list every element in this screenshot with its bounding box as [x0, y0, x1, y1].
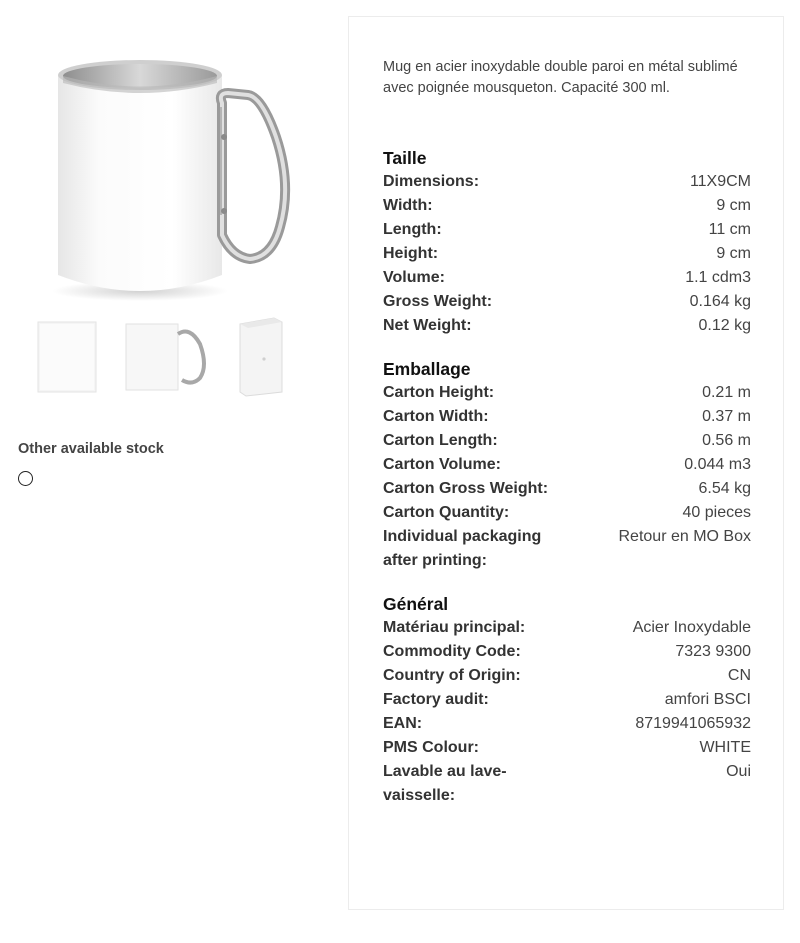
- thumbnail-mug-front[interactable]: [32, 314, 112, 402]
- spec-value: 0.21 m: [702, 384, 751, 401]
- spec-row: [383, 429, 751, 453]
- spec-label: Carton Quantity:: [383, 504, 510, 521]
- spec-row: [383, 453, 751, 477]
- spec-value: 0.044 m3: [684, 456, 751, 473]
- spec-value: 11X9CM: [689, 173, 751, 190]
- section-emballage: [383, 357, 751, 573]
- spec-label: Carton Length:: [383, 432, 498, 449]
- section-title: Général: [383, 594, 449, 614]
- spec-value: 1.1 cdm3: [685, 269, 751, 286]
- product-details-panel: [348, 16, 784, 910]
- spec-row: [383, 266, 751, 290]
- spec-value: CN: [727, 667, 751, 684]
- spec-value: 8719941065932: [635, 715, 751, 732]
- spec-value: 6.54 kg: [698, 480, 751, 497]
- spec-value: 0.164 kg: [689, 293, 751, 310]
- spec-row: [383, 170, 751, 194]
- spec-row: [383, 688, 751, 712]
- section-title: Taille: [383, 148, 427, 168]
- spec-label: Country of Origin:: [383, 667, 521, 684]
- spec-value: 0.37 m: [702, 408, 751, 425]
- spec-row: [383, 242, 751, 266]
- spec-value: 7323 9300: [675, 643, 751, 660]
- spec-value: 0.12 kg: [698, 317, 751, 334]
- spec-value: 9 cm: [716, 197, 751, 214]
- spec-row: [383, 525, 751, 573]
- thumbnail-strip: [20, 314, 320, 404]
- stock-radio-button[interactable]: [18, 471, 33, 486]
- spec-label: Commodity Code:: [383, 643, 521, 660]
- spec-row: [383, 501, 751, 525]
- spec-label: Gross Weight:: [383, 293, 493, 310]
- spec-label: Lavable au lave-vaisselle:: [383, 763, 507, 804]
- spec-label: Factory audit:: [383, 691, 489, 708]
- thumbnail-box[interactable]: [232, 314, 312, 402]
- spec-row: [383, 194, 751, 218]
- spec-label: Carton Height:: [383, 384, 495, 401]
- spec-value: Oui: [726, 763, 751, 780]
- spec-row: [383, 736, 751, 760]
- spec-row: [383, 616, 751, 640]
- spec-value: 0.56 m: [702, 432, 751, 449]
- spec-row: [383, 760, 751, 808]
- spec-value: WHITE: [699, 739, 751, 756]
- spec-label: EAN:: [383, 715, 423, 732]
- spec-row: [383, 477, 751, 501]
- spec-row: [383, 712, 751, 736]
- section-general: [383, 592, 751, 808]
- spec-label: Individual packaging after printing:: [383, 528, 542, 569]
- spec-row: [383, 381, 751, 405]
- spec-row: [383, 405, 751, 429]
- spec-label: Volume:: [383, 269, 445, 286]
- thumbnail-mug-carabiner[interactable]: [120, 314, 200, 402]
- main-product-image[interactable]: [40, 45, 310, 315]
- spec-value: Retour en MO Box: [618, 528, 751, 545]
- product-description: Mug en acier inoxydable double paroi en métal sublimé avec poignée mousqueton. Capacité 300 ml.: [383, 59, 738, 96]
- spec-label: Carton Gross Weight:: [383, 480, 549, 497]
- spec-label: Length:: [383, 221, 442, 238]
- spec-label: Dimensions:: [383, 173, 480, 190]
- spec-value: Acier Inoxydable: [632, 619, 751, 636]
- spec-value: 11 cm: [708, 221, 751, 238]
- other-stock-label: Other available stock: [18, 441, 164, 457]
- spec-value: amfori BSCI: [664, 691, 751, 708]
- spec-label: Height:: [383, 245, 439, 262]
- spec-value: 9 cm: [716, 245, 751, 262]
- section-title: Emballage: [383, 359, 471, 379]
- product-gallery: [0, 0, 340, 943]
- spec-row: [383, 290, 751, 314]
- spec-label: Carton Volume:: [383, 456, 501, 473]
- spec-row: [383, 314, 751, 338]
- spec-label: Carton Width:: [383, 408, 489, 425]
- section-taille: [383, 146, 751, 338]
- spec-row: [383, 640, 751, 664]
- spec-label: Width:: [383, 197, 433, 214]
- spec-value: 40 pieces: [682, 504, 751, 521]
- spec-row: [383, 218, 751, 242]
- spec-label: PMS Colour:: [383, 739, 479, 756]
- spec-label: Net Weight:: [383, 317, 472, 334]
- spec-row: [383, 664, 751, 688]
- spec-label: Matériau principal:: [383, 619, 526, 636]
